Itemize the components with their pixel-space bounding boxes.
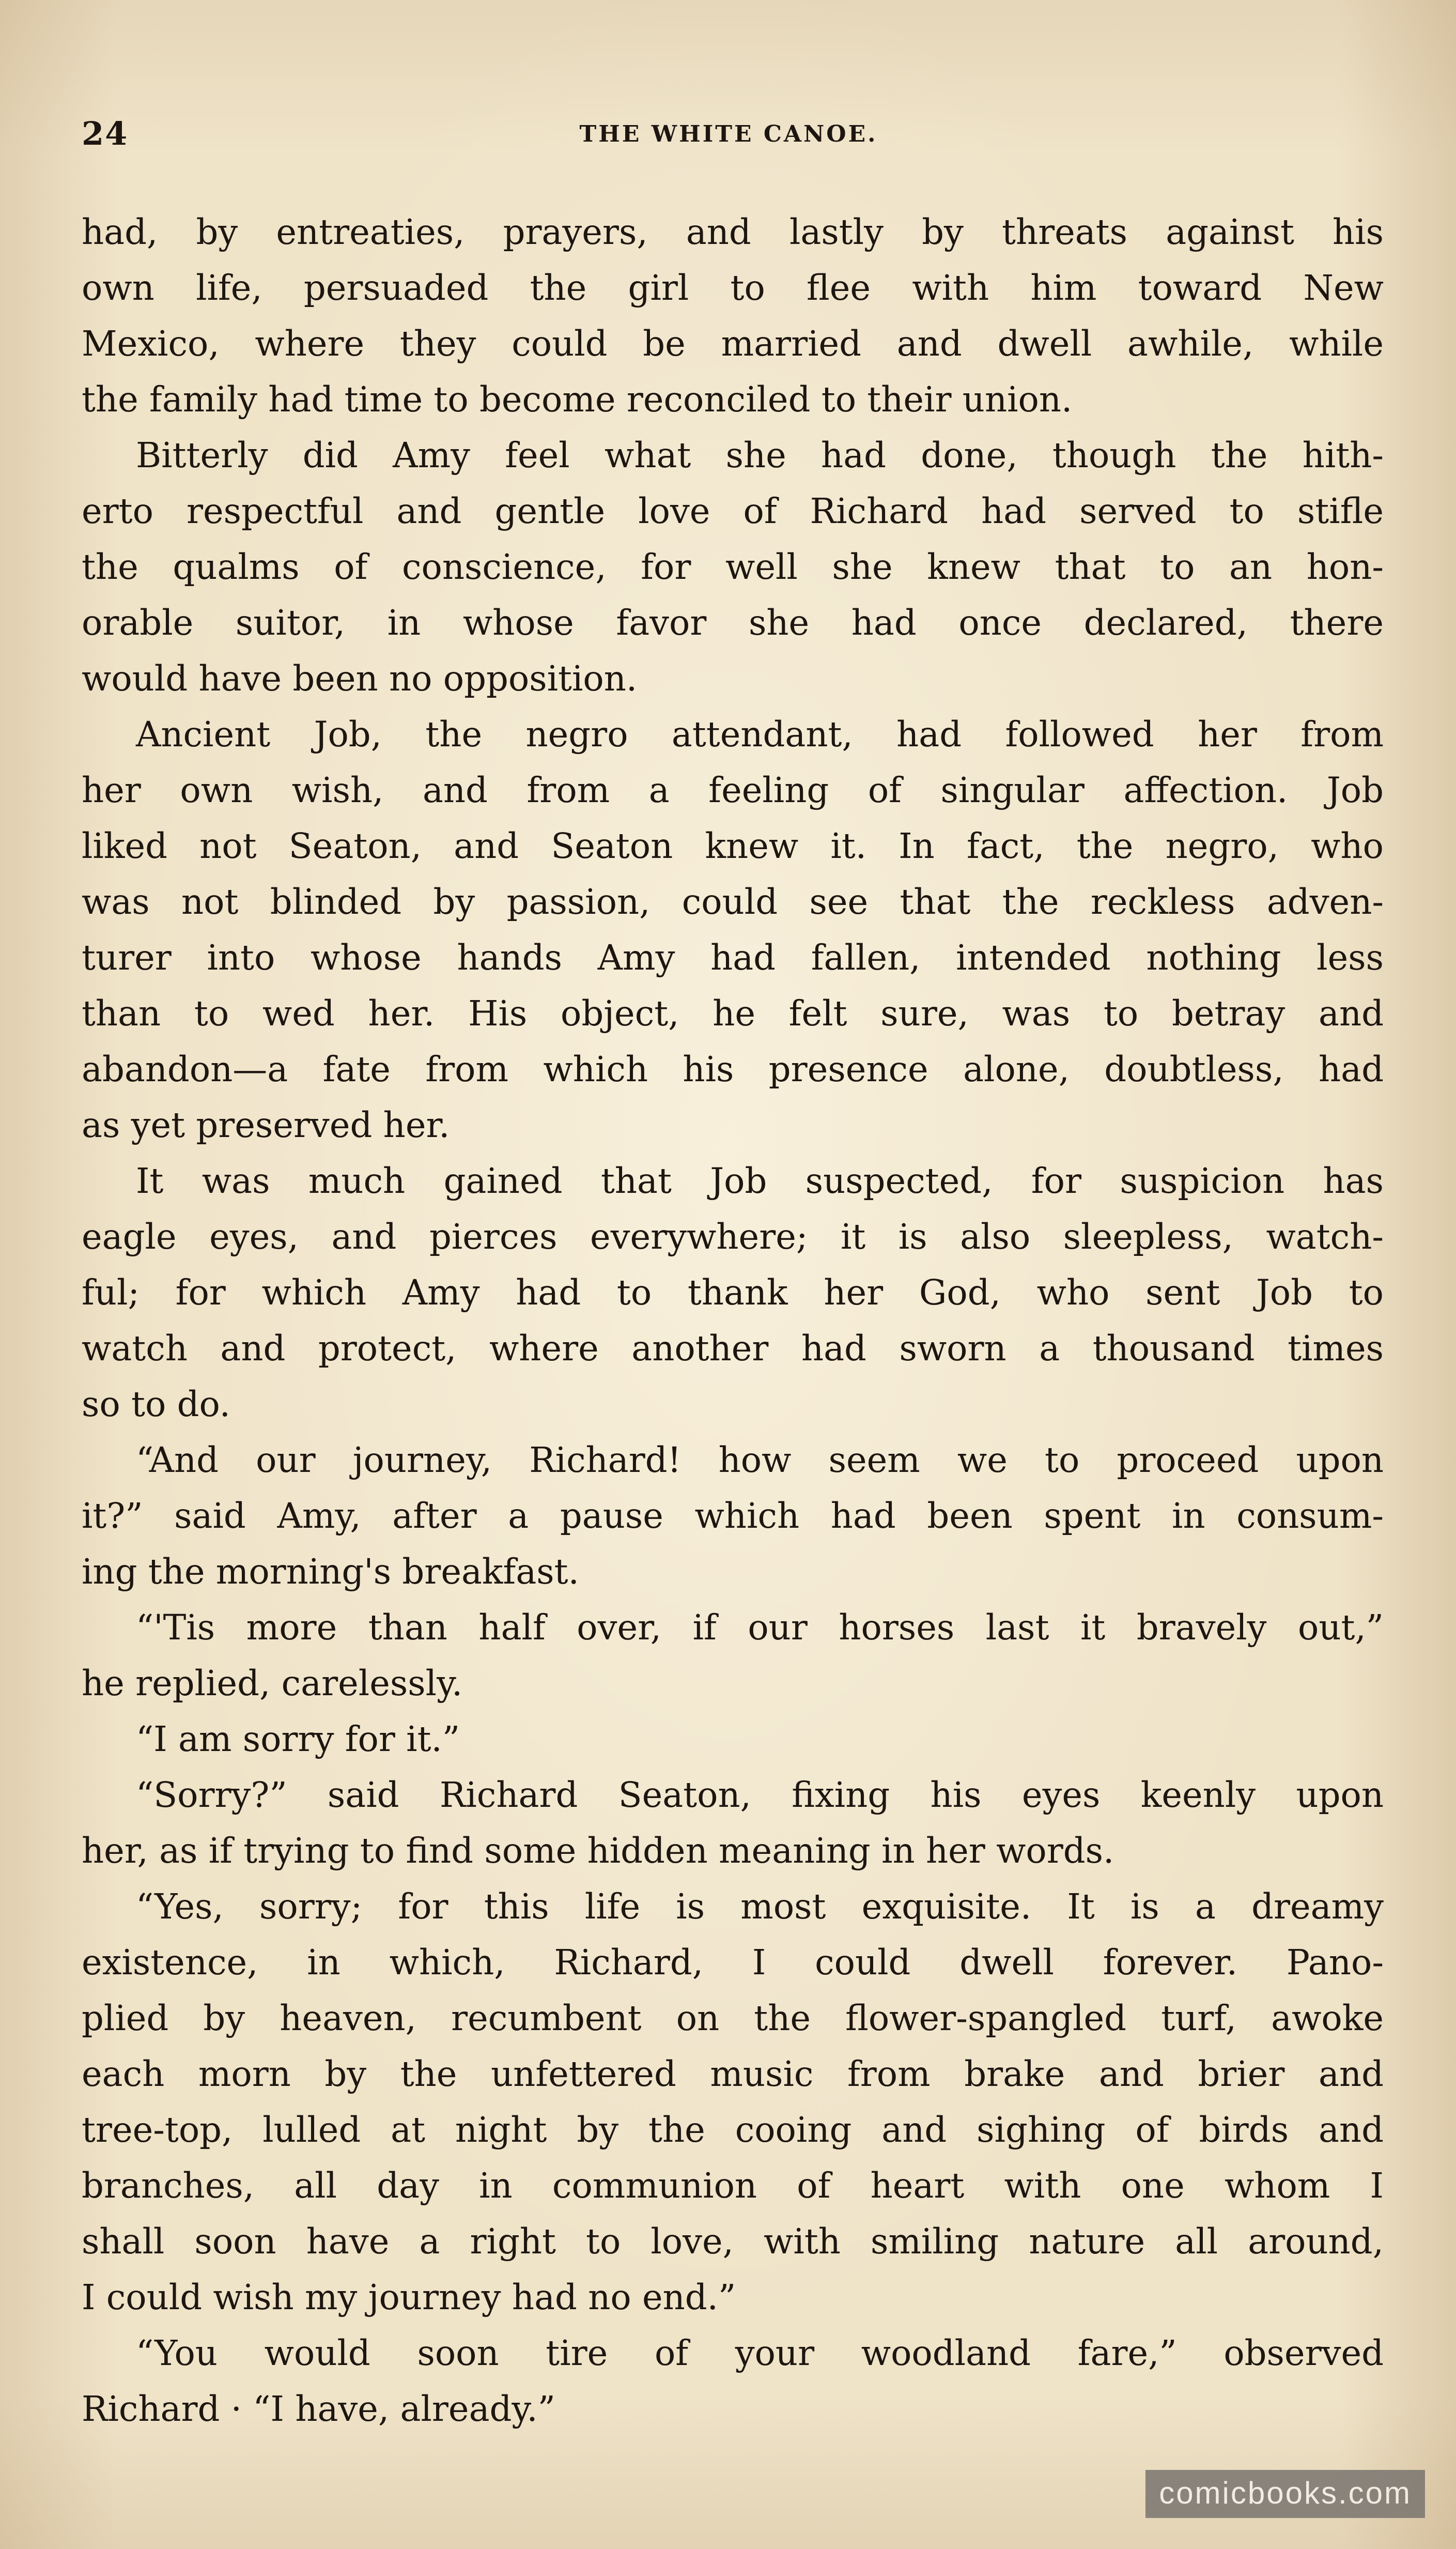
running-head: THE WHITE CANOE. xyxy=(579,121,878,147)
text-line: own life, persuaded the girl to flee with him toward New xyxy=(82,268,1384,308)
text-line: the qualms of conscience, for well she knew that to an hon- xyxy=(82,547,1384,587)
text-line: watch and protect, where another had sworn a thousand times xyxy=(82,1328,1384,1369)
text-line: liked not Seaton, and Seaton knew it. In fact, the negro, who xyxy=(82,826,1384,866)
text-line: “I am sorry for it.” xyxy=(136,1719,460,1759)
text-line: would have been no opposition. xyxy=(82,658,638,699)
text-line: “'Tis more than half over, if our horses last it bravely out,” xyxy=(136,1607,1384,1648)
text-line: her, as if trying to find some hidden meaning in her words. xyxy=(82,1831,1114,1871)
text-line: Bitterly did Amy feel what she had done, though the hith- xyxy=(136,435,1384,475)
text-line: than to wed her. His object, he felt sure, was to betray and xyxy=(82,993,1384,1034)
text-line: erto respectful and gentle love of Richard had served to stifle xyxy=(82,491,1384,531)
text-line: abandon—a fate from which his presence alone, doubtless, had xyxy=(82,1049,1384,1089)
body-text xyxy=(82,204,1384,2437)
text-line: so to do. xyxy=(82,1384,230,1424)
text-line: “Sorry?” said Richard Seaton, fixing his eyes keenly upon xyxy=(136,1775,1384,1815)
text-line: “You would soon tire of your woodland fare,” observed xyxy=(136,2333,1384,2373)
watermark-logo: comicbooks.com xyxy=(1145,2470,1425,2518)
text-line: It was much gained that Job suspected, for suspicion has xyxy=(136,1161,1384,1201)
text-line: her own wish, and from a feeling of singular affection. Job xyxy=(82,770,1384,810)
text-line: orable suitor, in whose favor she had once declared, there xyxy=(82,603,1384,643)
text-line: turer into whose hands Amy had fallen, intended nothing less xyxy=(82,938,1384,978)
text-line: I could wish my journey had no end.” xyxy=(82,2277,736,2317)
text-line: “Yes, sorry; for this life is most exquisite. It is a dreamy xyxy=(136,1886,1384,1927)
page-header xyxy=(78,115,1380,156)
text-line: Ancient Job, the negro attendant, had followed her from xyxy=(136,714,1384,755)
text-line: branches, all day in communion of heart with one whom I xyxy=(82,2166,1384,2206)
text-line: it?” said Amy, after a pause which had been spent in consum- xyxy=(82,1496,1384,1536)
page-number: 24 xyxy=(82,115,129,152)
text-line: each morn by the unfettered music from brake and brier and xyxy=(82,2054,1384,2094)
text-line: eagle eyes, and pierces everywhere; it is also sleepless, watch- xyxy=(82,1217,1384,1257)
text-line: ing the morning's breakfast. xyxy=(82,1552,579,1592)
text-line: was not blinded by passion, could see that the reckless adven- xyxy=(82,882,1384,922)
text-line: “And our journey, Richard! how seem we to proceed upon xyxy=(136,1440,1384,1480)
text-line: tree-top, lulled at night by the cooing and sighing of birds and xyxy=(82,2110,1384,2150)
text-line: ful; for which Amy had to thank her God, who sent Job to xyxy=(82,1272,1384,1313)
text-line: shall soon have a right to love, with smiling nature all around, xyxy=(82,2221,1384,2262)
text-line: had, by entreaties, prayers, and lastly by threats against his xyxy=(82,212,1384,252)
text-line: as yet preserved her. xyxy=(82,1105,450,1145)
text-line: Richard · “I have, already.” xyxy=(82,2389,555,2429)
text-line: plied by heaven, recumbent on the flower-spangled turf, awoke xyxy=(82,1998,1384,2038)
text-line: existence, in which, Richard, I could dwell forever. Pano- xyxy=(82,1942,1384,1983)
text-line: the family had time to become reconciled to their union. xyxy=(82,379,1073,420)
text-line: he replied, carelessly. xyxy=(82,1663,463,1703)
text-line: Mexico, where they could be married and dwell awhile, while xyxy=(82,324,1384,364)
